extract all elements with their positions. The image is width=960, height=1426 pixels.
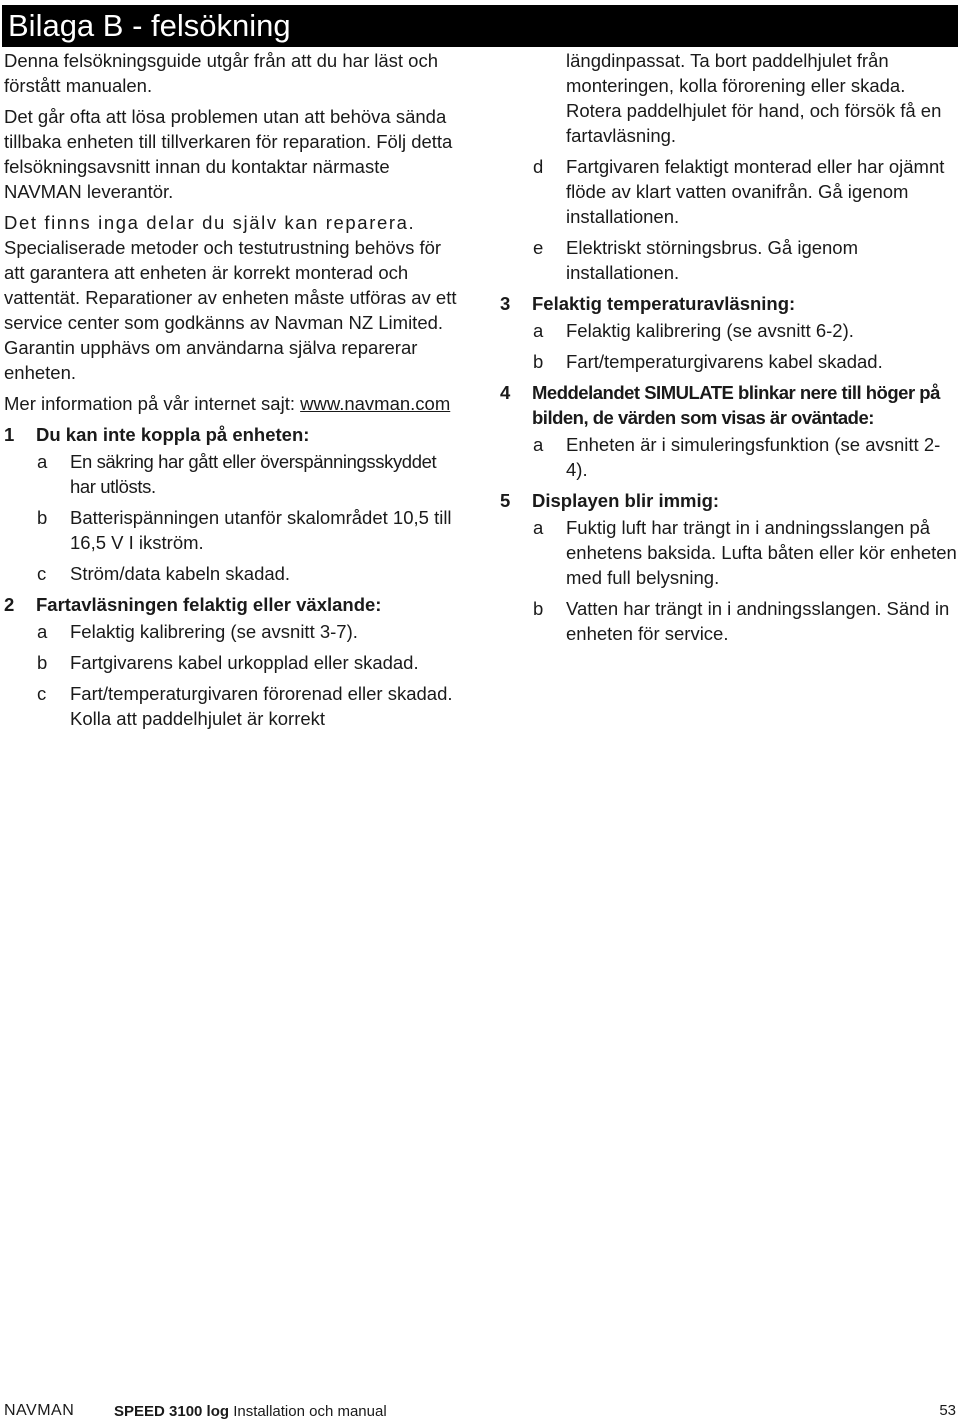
section-2-heading [4, 592, 464, 617]
item-text: Fartgivaren felaktigt monterad eller har ojämnt flöde av klart vatten ovanifrån. Gå igenom installationen. [566, 156, 945, 227]
brand-logo: NAVMAN [4, 1402, 75, 1419]
page-footer [4, 1402, 960, 1424]
no-user-serviceable-parts-text: Det finns inga delar du själv kan reparera. [4, 212, 416, 233]
item-text: Ström/data kabeln skadad. [70, 563, 291, 584]
page-number: 53 [939, 1402, 956, 1419]
item-letter: b [533, 598, 544, 619]
section-4-heading [500, 380, 960, 430]
item-text: Felaktig kalibrering (se avsnitt 6-2). [566, 320, 854, 341]
section-2-title: Fartavläsningen felaktig eller växlande: [36, 594, 382, 615]
manual-label: Installation och manual [229, 1403, 387, 1420]
item-letter: c [37, 563, 47, 584]
section-4-number: 4 [500, 382, 511, 403]
list-item [4, 505, 464, 555]
list-item [4, 681, 464, 731]
item-letter: a [37, 621, 48, 642]
left-column [4, 48, 464, 737]
list-item [4, 619, 464, 644]
website-link[interactable]: www.navman.com [300, 393, 451, 414]
list-item [500, 349, 960, 374]
item-letter: a [533, 517, 544, 538]
section-5 [500, 488, 960, 646]
right-column [500, 48, 960, 652]
list-item [4, 561, 464, 586]
page-title: Bilaga B - felsökning [2, 5, 958, 47]
item-text: Enheten är i simuleringsfunktion (se avsnitt 2-4). [566, 434, 941, 480]
section-2-number: 2 [4, 594, 15, 615]
intro-paragraph-1: Denna felsökningsguide utgår från att du har läst och förstått manualen. [4, 50, 439, 96]
item-letter: b [37, 652, 48, 673]
list-item [500, 235, 960, 285]
product-name: SPEED 3100 log [114, 1403, 230, 1420]
section-5-heading [500, 488, 960, 513]
item-letter: e [533, 237, 544, 258]
item-letter: a [533, 320, 544, 341]
list-item [500, 596, 960, 646]
intro-paragraph-3-rest: Specialiserade metoder och testutrustning behövs för att garantera att enheten är korrekt monterad och vattentät. Reparationer av enheten måste utföras av ett service center som godkänns av Navman NZ Limited. Garantin upphävs om användarna själva reparerar enheten. [4, 237, 457, 383]
item-text: Fart/temperaturgivaren förorenad eller skadad. Kolla att paddelhjulet är korrekt [70, 683, 453, 729]
intro-paragraph-2: Det går ofta att lösa problemen utan att behöva sända tillbaka enheten till tillverkaren för reparation. Följ detta felsökningsavsnitt innan du kontaktar närmaste NAVMAN leverantör. [4, 106, 453, 202]
section-2 [4, 592, 464, 731]
list-item [4, 449, 464, 499]
more-info-label: Mer information på vår internet sajt: [4, 393, 301, 414]
section-1-heading [4, 422, 464, 447]
item-letter: d [533, 156, 544, 177]
item-letter: c [37, 683, 47, 704]
list-item [500, 318, 960, 343]
more-info-line [4, 391, 464, 416]
intro-paragraph-3 [4, 210, 464, 385]
section-2-item-c-continued: längdinpassat. Ta bort paddelhjulet från monteringen, kolla förorening eller skada. Rotera paddelhjulet för hand, och försök få en fartavläsning. [566, 50, 942, 146]
item-text: En säkring har gått eller överspänningsskyddet har utlösts. [70, 451, 437, 497]
list-item [500, 432, 960, 482]
section-4 [500, 380, 960, 482]
section-5-number: 5 [500, 490, 511, 511]
section-3-number: 3 [500, 293, 511, 314]
section-1-number: 1 [4, 424, 15, 445]
section-3 [500, 291, 960, 374]
section-1-title: Du kan inte koppla på enheten: [36, 424, 310, 445]
item-letter: a [533, 434, 544, 455]
item-text: Vatten har trängt in i andningsslangen. Sänd in enheten för service. [566, 598, 950, 644]
list-item [4, 650, 464, 675]
item-text: Batterispänningen utanför skalområdet 10,5 till 16,5 V I ikström. [70, 507, 452, 553]
item-text: Fart/temperaturgivarens kabel skadad. [566, 351, 883, 372]
list-item [500, 154, 960, 229]
section-4-title: Meddelandet SIMULATE blinkar nere till höger på bilden, de värden som visas är oväntade: [532, 382, 940, 428]
section-3-title: Felaktig temperaturavläsning: [532, 293, 796, 314]
footer-product [114, 1403, 387, 1420]
item-text: Felaktig kalibrering (se avsnitt 3-7). [70, 621, 358, 642]
item-letter: a [37, 451, 48, 472]
item-text: Fartgivarens kabel urkopplad eller skadad. [70, 652, 419, 673]
item-text: Elektriskt störningsbrus. Gå igenom installationen. [566, 237, 859, 283]
list-item [500, 515, 960, 590]
item-text: Fuktig luft har trängt in i andningsslangen på enhetens baksida. Lufta båten eller kör enheten med full belysning. [566, 517, 957, 588]
section-5-title: Displayen blir immig: [532, 490, 720, 511]
item-letter: b [533, 351, 544, 372]
section-3-heading [500, 291, 960, 316]
section-1 [4, 422, 464, 586]
item-letter: b [37, 507, 48, 528]
